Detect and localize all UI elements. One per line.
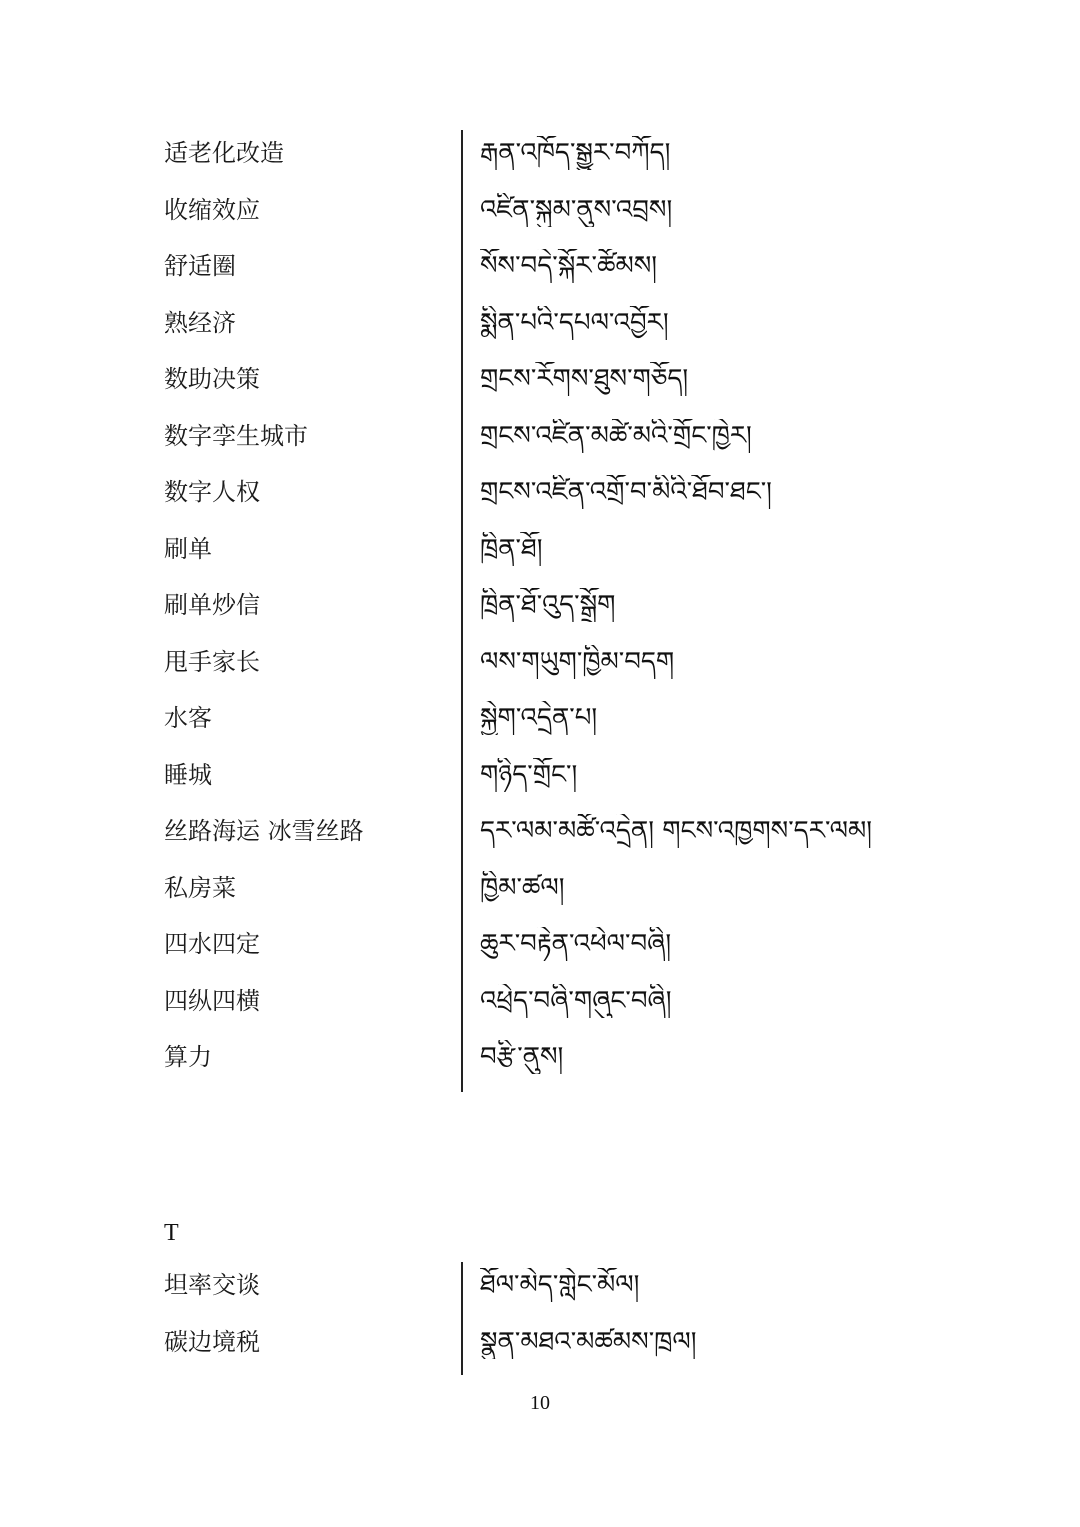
tibetan-term: འཕྲེད་བཞི་གཞུང་བཞི། (480, 985, 672, 1016)
chinese-term: 私房菜 (164, 873, 236, 902)
glossary-entry (0, 1319, 1080, 1359)
tibetan-term: གྲངས་འཛིན་འགྲོ་བ་མིའི་ཐོབ་ཐང་། (480, 477, 772, 507)
tibetan-term: སྨིན་པའི་དཔལ་འབྱོར། (480, 307, 669, 338)
glossary-entry (0, 808, 1080, 848)
chinese-term: 刷单 (164, 534, 212, 563)
glossary-entry (0, 1034, 1080, 1074)
tibetan-term: དར་ལམ་མཚོ་འདྲེན། གངས་འཁྱགས་དར་ལམ། (480, 816, 872, 846)
glossary-entry (0, 865, 1080, 905)
chinese-term: 数助决策 (164, 365, 260, 393)
tibetan-term: ལས་གཡུག་ཁྱིམ་བདག (480, 646, 675, 677)
tibetan-term: ཁྲིན་ཐོ་འུད་སྒྲོག (480, 590, 616, 620)
glossary-entry (0, 752, 1080, 792)
glossary-entry (0, 413, 1080, 453)
glossary-entry (0, 243, 1080, 283)
chinese-term: 丝路海运 冰雪丝路 (164, 817, 364, 845)
chinese-term: 坦率交谈 (164, 1271, 260, 1299)
glossary-entry (0, 695, 1080, 735)
tibetan-term: བརྩི་ནུས། (480, 1042, 564, 1072)
tibetan-term: རྒན་འཁོད་སྒྱུར་བཀོད། (480, 138, 671, 168)
chinese-term: 碳边境税 (164, 1328, 260, 1356)
chinese-term: 熟经济 (164, 308, 236, 337)
glossary-entry (0, 356, 1080, 396)
glossary-entry (0, 639, 1080, 679)
chinese-term: 数字人权 (164, 478, 260, 506)
page-number: 10 (530, 1392, 550, 1414)
glossary-entry (0, 1262, 1080, 1302)
tibetan-term: གྲངས་རོགས་ཐུས་གཅོད། (480, 364, 689, 394)
letter-heading: T (164, 1220, 179, 1246)
chinese-term: 水客 (164, 704, 212, 732)
tibetan-term: ཁྱིམ་ཚལ། (480, 872, 565, 903)
tibetan-term: ཆུར་བརྟེན་འཕེལ་བཞི། (480, 929, 672, 959)
tibetan-term: ཐོལ་མེད་གླེང་མོལ། (480, 1270, 640, 1300)
chinese-term: 收缩效应 (164, 195, 260, 224)
glossary-entry (0, 526, 1080, 566)
tibetan-term: གཉིད་གྲོང་། (480, 759, 578, 790)
glossary-entry (0, 187, 1080, 227)
glossary-entry (0, 582, 1080, 622)
glossary-entry (0, 921, 1080, 961)
tibetan-term: སོས་བདེ་སྐོར་ཚོམས། (480, 251, 658, 281)
chinese-term: 四纵四横 (164, 986, 260, 1015)
glossary-entry (0, 130, 1080, 170)
chinese-term: 算力 (164, 1043, 212, 1071)
glossary-entry (0, 469, 1080, 509)
tibetan-term: གྲངས་འཛིན་མཚེ་མའི་གྲོང་ཁྱེར། (480, 420, 752, 451)
tibetan-term: ཁྲིན་ཐོ། (480, 533, 543, 564)
chinese-term: 刷单炒信 (164, 591, 260, 619)
tibetan-term: སྣུན་མཐའ་མཚམས་ཁྲལ། (480, 1327, 697, 1357)
chinese-term: 甩手家长 (164, 647, 260, 676)
chinese-term: 舒适圈 (164, 252, 236, 280)
chinese-term: 数字孪生城市 (164, 421, 308, 450)
glossary-entry (0, 300, 1080, 340)
tibetan-term: སྐྱེག་འདྲེན་པ། (480, 703, 598, 733)
chinese-term: 适老化改造 (164, 139, 284, 167)
chinese-term: 四水四定 (164, 930, 260, 958)
glossary-entry (0, 978, 1080, 1018)
chinese-term: 睡城 (164, 760, 212, 789)
tibetan-term: འཛིན་སྐུམ་ནུས་འབྲས། (480, 194, 673, 225)
